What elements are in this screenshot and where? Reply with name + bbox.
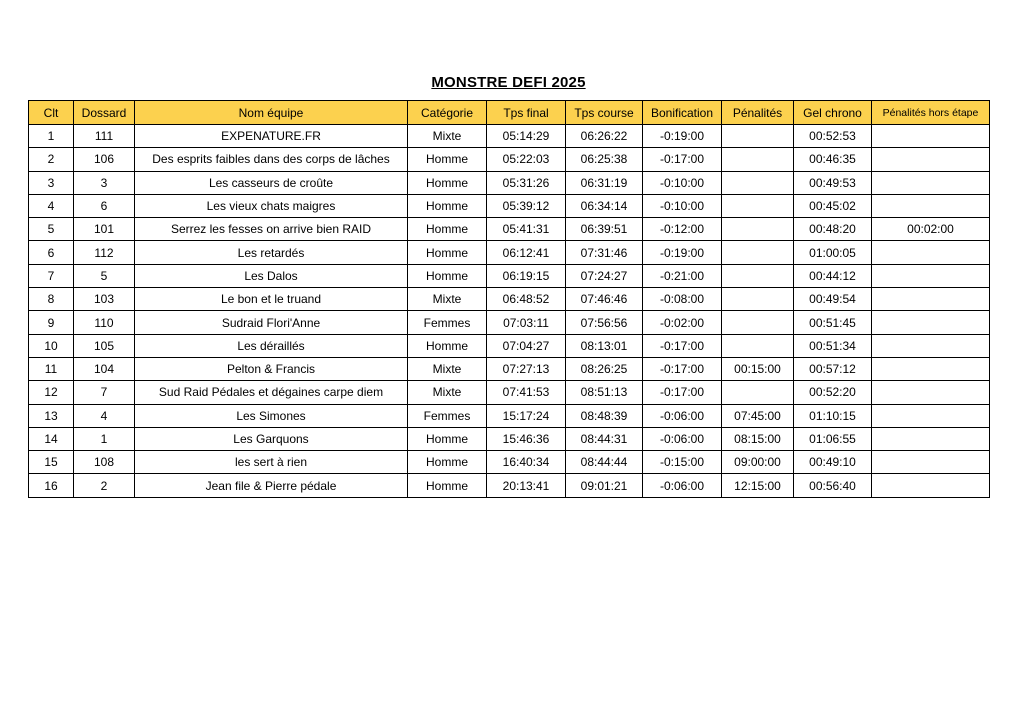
- cell-time-freeze: 01:10:15: [794, 404, 872, 427]
- cell-final-time: 15:17:24: [487, 404, 566, 427]
- cell-bib-number: 1: [74, 427, 135, 450]
- column-header-time-freeze: Gel chrono: [794, 101, 872, 125]
- table-row: [29, 148, 990, 171]
- column-header-penalties: Pénalités: [722, 101, 794, 125]
- column-header-final-time: Tps final: [487, 101, 566, 125]
- cell-team-name: Les Dalos: [135, 264, 408, 287]
- cell-extra-penalties: [872, 171, 990, 194]
- cell-final-time: 20:13:41: [487, 474, 566, 497]
- cell-team-name: Les casseurs de croûte: [135, 171, 408, 194]
- table-header-row: [29, 101, 990, 125]
- cell-time-freeze: 00:56:40: [794, 474, 872, 497]
- cell-bonus: -0:02:00: [643, 311, 722, 334]
- cell-category: Homme: [408, 241, 487, 264]
- cell-bonus: -0:10:00: [643, 171, 722, 194]
- cell-extra-penalties: [872, 241, 990, 264]
- cell-race-time: 07:56:56: [566, 311, 643, 334]
- cell-final-time: 07:03:11: [487, 311, 566, 334]
- cell-category: Homme: [408, 194, 487, 217]
- table-row: [29, 264, 990, 287]
- cell-extra-penalties: [872, 357, 990, 380]
- table-row: [29, 194, 990, 217]
- table-row: [29, 357, 990, 380]
- cell-final-time: 06:48:52: [487, 288, 566, 311]
- cell-final-time: 16:40:34: [487, 451, 566, 474]
- cell-team-name: Les déraillés: [135, 334, 408, 357]
- cell-rank: 10: [29, 334, 74, 357]
- cell-rank: 1: [29, 125, 74, 148]
- cell-race-time: 08:26:25: [566, 357, 643, 380]
- cell-bib-number: 111: [74, 125, 135, 148]
- cell-race-time: 09:01:21: [566, 474, 643, 497]
- cell-rank: 11: [29, 357, 74, 380]
- cell-team-name: Les Simones: [135, 404, 408, 427]
- cell-bib-number: 103: [74, 288, 135, 311]
- column-header-team-name: Nom équipe: [135, 101, 408, 125]
- cell-bonus: -0:10:00: [643, 194, 722, 217]
- cell-final-time: 05:31:26: [487, 171, 566, 194]
- cell-bib-number: 3: [74, 171, 135, 194]
- cell-category: Homme: [408, 171, 487, 194]
- table-row: [29, 334, 990, 357]
- cell-race-time: 07:24:27: [566, 264, 643, 287]
- table-body: [29, 125, 990, 498]
- cell-team-name: Des esprits faibles dans des corps de lâches: [135, 148, 408, 171]
- cell-race-time: 08:48:39: [566, 404, 643, 427]
- cell-rank: 9: [29, 311, 74, 334]
- cell-penalties: 09:00:00: [722, 451, 794, 474]
- cell-bonus: -0:06:00: [643, 474, 722, 497]
- cell-team-name: Sud Raid Pédales et dégaines carpe diem: [135, 381, 408, 404]
- page-title: MONSTRE DEFI 2025: [431, 74, 586, 91]
- cell-rank: 7: [29, 264, 74, 287]
- cell-category: Homme: [408, 218, 487, 241]
- cell-extra-penalties: 00:02:00: [872, 218, 990, 241]
- column-header-category: Catégorie: [408, 101, 487, 125]
- cell-time-freeze: 01:00:05: [794, 241, 872, 264]
- cell-bonus: -0:06:00: [643, 404, 722, 427]
- cell-bonus: -0:21:00: [643, 264, 722, 287]
- table-row: [29, 311, 990, 334]
- cell-bib-number: 105: [74, 334, 135, 357]
- column-header-race-time: Tps course: [566, 101, 643, 125]
- cell-race-time: 08:44:31: [566, 427, 643, 450]
- cell-penalties: [722, 194, 794, 217]
- cell-extra-penalties: [872, 288, 990, 311]
- cell-bonus: -0:15:00: [643, 451, 722, 474]
- cell-time-freeze: 00:46:35: [794, 148, 872, 171]
- cell-race-time: 07:31:46: [566, 241, 643, 264]
- cell-rank: 15: [29, 451, 74, 474]
- table-row: [29, 474, 990, 497]
- cell-rank: 5: [29, 218, 74, 241]
- column-header-extra-penalties: Pénalités hors étape: [872, 101, 990, 125]
- table-row: [29, 171, 990, 194]
- cell-time-freeze: 00:49:10: [794, 451, 872, 474]
- cell-team-name: Le bon et le truand: [135, 288, 408, 311]
- cell-rank: 14: [29, 427, 74, 450]
- cell-bib-number: 6: [74, 194, 135, 217]
- cell-penalties: [722, 311, 794, 334]
- cell-team-name: Les vieux chats maigres: [135, 194, 408, 217]
- cell-bonus: -0:19:00: [643, 125, 722, 148]
- table-row: [29, 404, 990, 427]
- cell-bonus: -0:17:00: [643, 381, 722, 404]
- cell-team-name: Jean file & Pierre pédale: [135, 474, 408, 497]
- cell-bib-number: 101: [74, 218, 135, 241]
- cell-rank: 13: [29, 404, 74, 427]
- cell-race-time: 08:51:13: [566, 381, 643, 404]
- cell-race-time: 06:39:51: [566, 218, 643, 241]
- cell-team-name: EXPENATURE.FR: [135, 125, 408, 148]
- cell-race-time: 08:13:01: [566, 334, 643, 357]
- cell-extra-penalties: [872, 381, 990, 404]
- cell-penalties: [722, 264, 794, 287]
- cell-bonus: -0:17:00: [643, 357, 722, 380]
- column-header-bib-number: Dossard: [74, 101, 135, 125]
- cell-bib-number: 108: [74, 451, 135, 474]
- cell-bonus: -0:17:00: [643, 148, 722, 171]
- table-row: [29, 125, 990, 148]
- cell-time-freeze: 01:06:55: [794, 427, 872, 450]
- cell-bib-number: 106: [74, 148, 135, 171]
- cell-time-freeze: 00:51:34: [794, 334, 872, 357]
- results-table: [28, 100, 990, 498]
- cell-extra-penalties: [872, 404, 990, 427]
- cell-extra-penalties: [872, 194, 990, 217]
- table-row: [29, 451, 990, 474]
- cell-final-time: 05:14:29: [487, 125, 566, 148]
- cell-penalties: 12:15:00: [722, 474, 794, 497]
- cell-category: Femmes: [408, 404, 487, 427]
- cell-final-time: 05:39:12: [487, 194, 566, 217]
- cell-penalties: [722, 171, 794, 194]
- cell-category: Homme: [408, 264, 487, 287]
- cell-rank: 4: [29, 194, 74, 217]
- cell-time-freeze: 00:49:53: [794, 171, 872, 194]
- cell-extra-penalties: [872, 264, 990, 287]
- cell-final-time: 05:41:31: [487, 218, 566, 241]
- cell-extra-penalties: [872, 148, 990, 171]
- cell-bonus: -0:08:00: [643, 288, 722, 311]
- cell-race-time: 07:46:46: [566, 288, 643, 311]
- cell-extra-penalties: [872, 311, 990, 334]
- cell-category: Homme: [408, 427, 487, 450]
- cell-rank: 2: [29, 148, 74, 171]
- cell-final-time: 05:22:03: [487, 148, 566, 171]
- cell-extra-penalties: [872, 334, 990, 357]
- cell-team-name: Les Garquons: [135, 427, 408, 450]
- cell-bib-number: 110: [74, 311, 135, 334]
- cell-extra-penalties: [872, 427, 990, 450]
- cell-race-time: 06:26:22: [566, 125, 643, 148]
- cell-race-time: 06:34:14: [566, 194, 643, 217]
- cell-time-freeze: 00:51:45: [794, 311, 872, 334]
- cell-bib-number: 7: [74, 381, 135, 404]
- table-row: [29, 218, 990, 241]
- cell-final-time: 07:41:53: [487, 381, 566, 404]
- cell-time-freeze: 00:45:02: [794, 194, 872, 217]
- cell-bib-number: 4: [74, 404, 135, 427]
- cell-time-freeze: 00:49:54: [794, 288, 872, 311]
- cell-team-name: Sudraid Flori'Anne: [135, 311, 408, 334]
- cell-team-name: Pelton & Francis: [135, 357, 408, 380]
- cell-race-time: 08:44:44: [566, 451, 643, 474]
- cell-rank: 16: [29, 474, 74, 497]
- cell-penalties: 00:15:00: [722, 357, 794, 380]
- cell-bib-number: 104: [74, 357, 135, 380]
- cell-rank: 12: [29, 381, 74, 404]
- cell-time-freeze: 00:48:20: [794, 218, 872, 241]
- cell-penalties: [722, 218, 794, 241]
- column-header-bonus: Bonification: [643, 101, 722, 125]
- cell-penalties: [722, 125, 794, 148]
- cell-time-freeze: 00:52:20: [794, 381, 872, 404]
- cell-team-name: Les retardés: [135, 241, 408, 264]
- cell-category: Femmes: [408, 311, 487, 334]
- table-row: [29, 288, 990, 311]
- cell-extra-penalties: [872, 125, 990, 148]
- cell-bonus: -0:12:00: [643, 218, 722, 241]
- cell-penalties: [722, 241, 794, 264]
- cell-category: Mixte: [408, 125, 487, 148]
- cell-bib-number: 2: [74, 474, 135, 497]
- cell-extra-penalties: [872, 474, 990, 497]
- cell-race-time: 06:31:19: [566, 171, 643, 194]
- cell-rank: 3: [29, 171, 74, 194]
- cell-rank: 8: [29, 288, 74, 311]
- cell-bib-number: 112: [74, 241, 135, 264]
- cell-final-time: 07:04:27: [487, 334, 566, 357]
- cell-penalties: 07:45:00: [722, 404, 794, 427]
- column-header-rank: Clt: [29, 101, 74, 125]
- table-row: [29, 241, 990, 264]
- table-row: [29, 427, 990, 450]
- cell-final-time: 07:27:13: [487, 357, 566, 380]
- cell-bonus: -0:19:00: [643, 241, 722, 264]
- cell-penalties: [722, 381, 794, 404]
- cell-penalties: [722, 334, 794, 357]
- cell-category: Mixte: [408, 381, 487, 404]
- cell-extra-penalties: [872, 451, 990, 474]
- cell-rank: 6: [29, 241, 74, 264]
- cell-bib-number: 5: [74, 264, 135, 287]
- cell-bonus: -0:06:00: [643, 427, 722, 450]
- cell-category: Homme: [408, 334, 487, 357]
- cell-category: Homme: [408, 474, 487, 497]
- cell-bonus: -0:17:00: [643, 334, 722, 357]
- cell-team-name: les sert à rien: [135, 451, 408, 474]
- cell-final-time: 06:19:15: [487, 264, 566, 287]
- cell-race-time: 06:25:38: [566, 148, 643, 171]
- cell-penalties: [722, 288, 794, 311]
- cell-final-time: 15:46:36: [487, 427, 566, 450]
- cell-category: Mixte: [408, 357, 487, 380]
- cell-category: Mixte: [408, 288, 487, 311]
- cell-penalties: 08:15:00: [722, 427, 794, 450]
- cell-time-freeze: 00:57:12: [794, 357, 872, 380]
- cell-team-name: Serrez les fesses on arrive bien RAID: [135, 218, 408, 241]
- table-row: [29, 381, 990, 404]
- cell-category: Homme: [408, 148, 487, 171]
- cell-time-freeze: 00:44:12: [794, 264, 872, 287]
- cell-category: Homme: [408, 451, 487, 474]
- cell-time-freeze: 00:52:53: [794, 125, 872, 148]
- cell-final-time: 06:12:41: [487, 241, 566, 264]
- cell-penalties: [722, 148, 794, 171]
